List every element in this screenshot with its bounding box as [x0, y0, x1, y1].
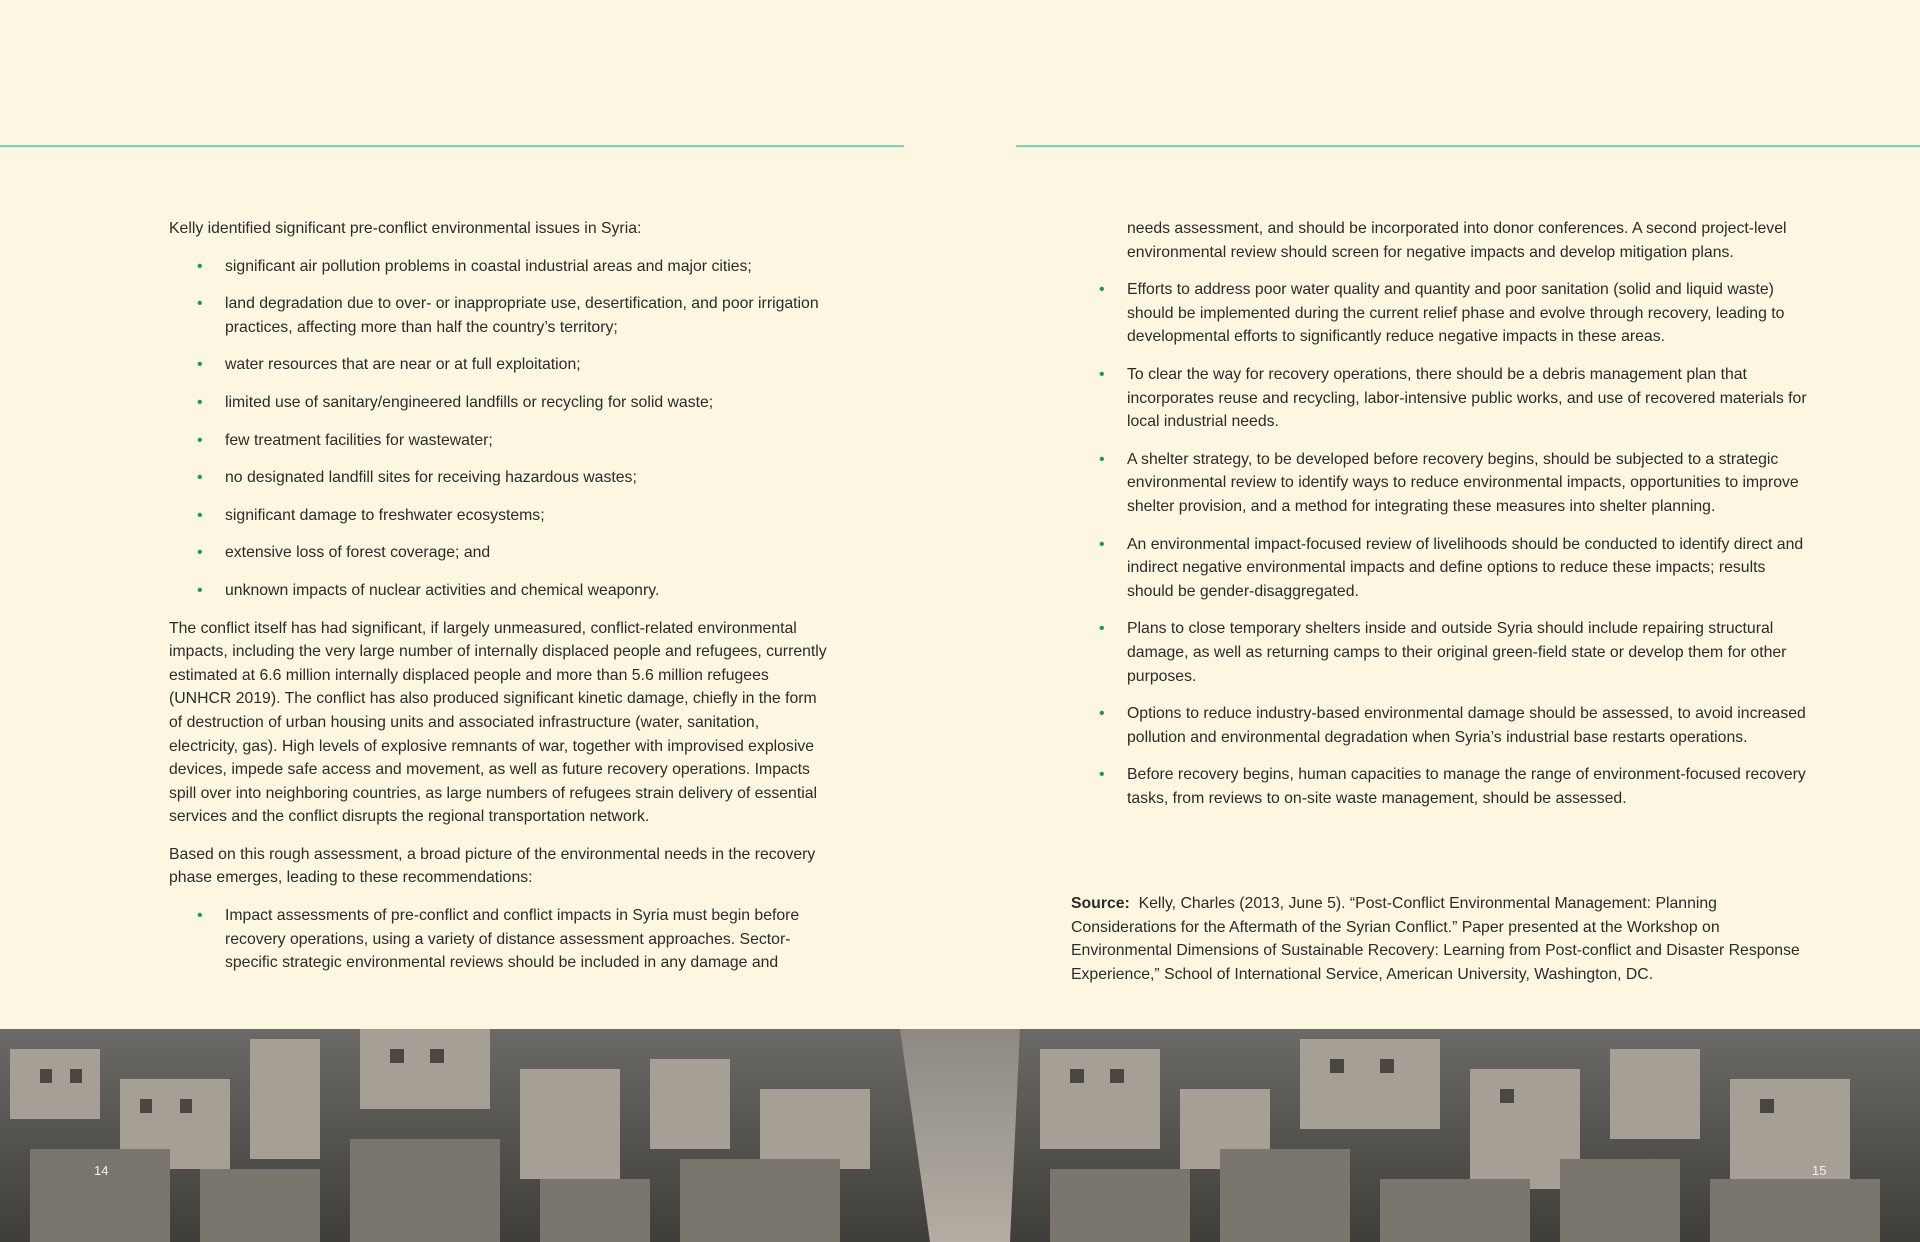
- list-item: • no designated landfill sites for receiving hazardous wastes;: [169, 466, 829, 490]
- bullet-icon: •: [197, 257, 203, 275]
- bullet-icon: •: [1099, 365, 1105, 383]
- bullet-icon: •: [1099, 705, 1105, 723]
- bullet-icon: •: [1099, 281, 1105, 299]
- recommendations-list: [1071, 278, 1811, 810]
- list-item: • An environmental impact-focused review of livelihoods should be conducted to identify direct and indirect negative environmental impacts and define options to reduce these impacts; results should be gender-disaggregated.: [1071, 533, 1811, 604]
- conflict-paragraph: The conflict itself has had significant, if largely unmeasured, conflict-related environmental impacts, including the very large number of internally displaced people and refugees, currently estimated at 6.6 million internally displaced people and more than 5.6 million refugees (UNHCR 2019). The conflict has also produced significant kinetic damage, chiefly in the form of destruction of urban housing units and associated infrastructure (water, sanitation, electricity, gas). High levels of explosive remnants of war, together with improvised explosive devices, impede safe access and movement, as well as future recovery operations. Impacts spill over into neighboring countries, as large numbers of refugees strain delivery of essential services and the conflict disrupts the regional transportation network.: [169, 619, 827, 826]
- bullet-icon: •: [197, 544, 203, 562]
- recommendation-continuation: needs assessment, and should be incorporated into donor conferences. A second project-level environmental review should screen for negative impacts and develop mitigation plans.: [1127, 220, 1787, 261]
- list-item: • significant air pollution problems in coastal industrial areas and major cities;: [169, 255, 829, 279]
- left-column: [169, 217, 829, 989]
- list-item: • few treatment facilities for wastewater;: [169, 429, 829, 453]
- source-label: Source:: [1071, 895, 1130, 912]
- list-item: • Before recovery begins, human capacities to manage the range of environment-focused recovery tasks, from reviews to on-site waste management, should be assessed.: [1071, 763, 1811, 810]
- list-item: • A shelter strategy, to be developed before recovery begins, should be subjected to a strategic environmental review to identify ways to reduce environmental impacts, opportunities to improve shelter provision, and a method for integrating these measures into shelter planning.: [1071, 448, 1811, 519]
- list-item: • unknown impacts of nuclear activities and chemical weaponry.: [169, 579, 829, 603]
- bullet-icon: •: [1099, 620, 1105, 638]
- list-item: • Impact assessments of pre-conflict and conflict impacts in Syria must begin before recovery operations, using a variety of distance assessment approaches. Sector-specific strategic environmental reviews should be included in any damage and: [169, 904, 829, 975]
- right-column: [1071, 217, 1811, 824]
- bullet-icon: •: [1099, 535, 1105, 553]
- list-item: • Efforts to address poor water quality and quantity and poor sanitation (solid and liquid waste) should be implemented during the current relief phase and evolve through recovery, leading to developmental efforts to significantly reduce negative impacts in these areas.: [1071, 278, 1811, 349]
- assessment-paragraph: Based on this rough assessment, a broad picture of the environmental needs in the recovery phase emerges, leading to these recommendations:: [169, 845, 816, 887]
- bullet-icon: •: [197, 431, 203, 449]
- source-text: Kelly, Charles (2013, June 5). “Post-Conflict Environmental Management: Planning Considerations for the Aftermath of the Syrian Conflict.” Paper presented at the Workshop on Environmental Dimensions of Sustainable Recovery: Learning from Post-conflict and Disaster Response Experience,” School of International Service, American University, Washington, DC.: [1071, 895, 1800, 983]
- bullet-icon: •: [197, 295, 203, 313]
- list-item: • significant damage to freshwater ecosystems;: [169, 504, 829, 528]
- issues-list: [169, 255, 829, 603]
- bullet-icon: •: [197, 469, 203, 487]
- destroyed-city-photo: [0, 1029, 1920, 1242]
- list-item: • limited use of sanitary/engineered landfills or recycling for solid waste;: [169, 391, 829, 415]
- page-number-right: 15: [1812, 1163, 1827, 1178]
- list-item: • water resources that are near or at full exploitation;: [169, 353, 829, 377]
- list-item: • land degradation due to over- or inappropriate use, desertification, and poor irrigation practices, affecting more than half the country’s territory;: [169, 292, 829, 339]
- header-rule-right: [1016, 145, 1920, 147]
- list-item: • To clear the way for recovery operations, there should be a debris management plan that incorporates reuse and recycling, labor-intensive public works, and use of recovered materials for local industrial needs.: [1071, 363, 1811, 434]
- source-citation: [1071, 892, 1801, 986]
- bullet-icon: •: [197, 356, 203, 374]
- recommendations-list-start: [169, 904, 829, 975]
- bullet-icon: •: [197, 581, 203, 599]
- list-item: • extensive loss of forest coverage; and: [169, 541, 829, 565]
- header-rule-left: [0, 145, 904, 147]
- page-number-left: 14: [94, 1163, 109, 1178]
- bullet-icon: •: [197, 506, 203, 524]
- bullet-icon: •: [1099, 450, 1105, 468]
- bullet-icon: •: [197, 393, 203, 411]
- list-item: • Options to reduce industry-based environmental damage should be assessed, to avoid increased pollution and environmental degradation when Syria’s industrial base restarts operations.: [1071, 702, 1811, 749]
- bullet-icon: •: [1099, 766, 1105, 784]
- list-item: • Plans to close temporary shelters inside and outside Syria should include repairing structural damage, as well as returning camps to their original green-field state or develop them for other purposes.: [1071, 617, 1811, 688]
- bullet-icon: •: [197, 907, 203, 925]
- intro-paragraph: Kelly identified significant pre-conflict environmental issues in Syria:: [169, 220, 642, 237]
